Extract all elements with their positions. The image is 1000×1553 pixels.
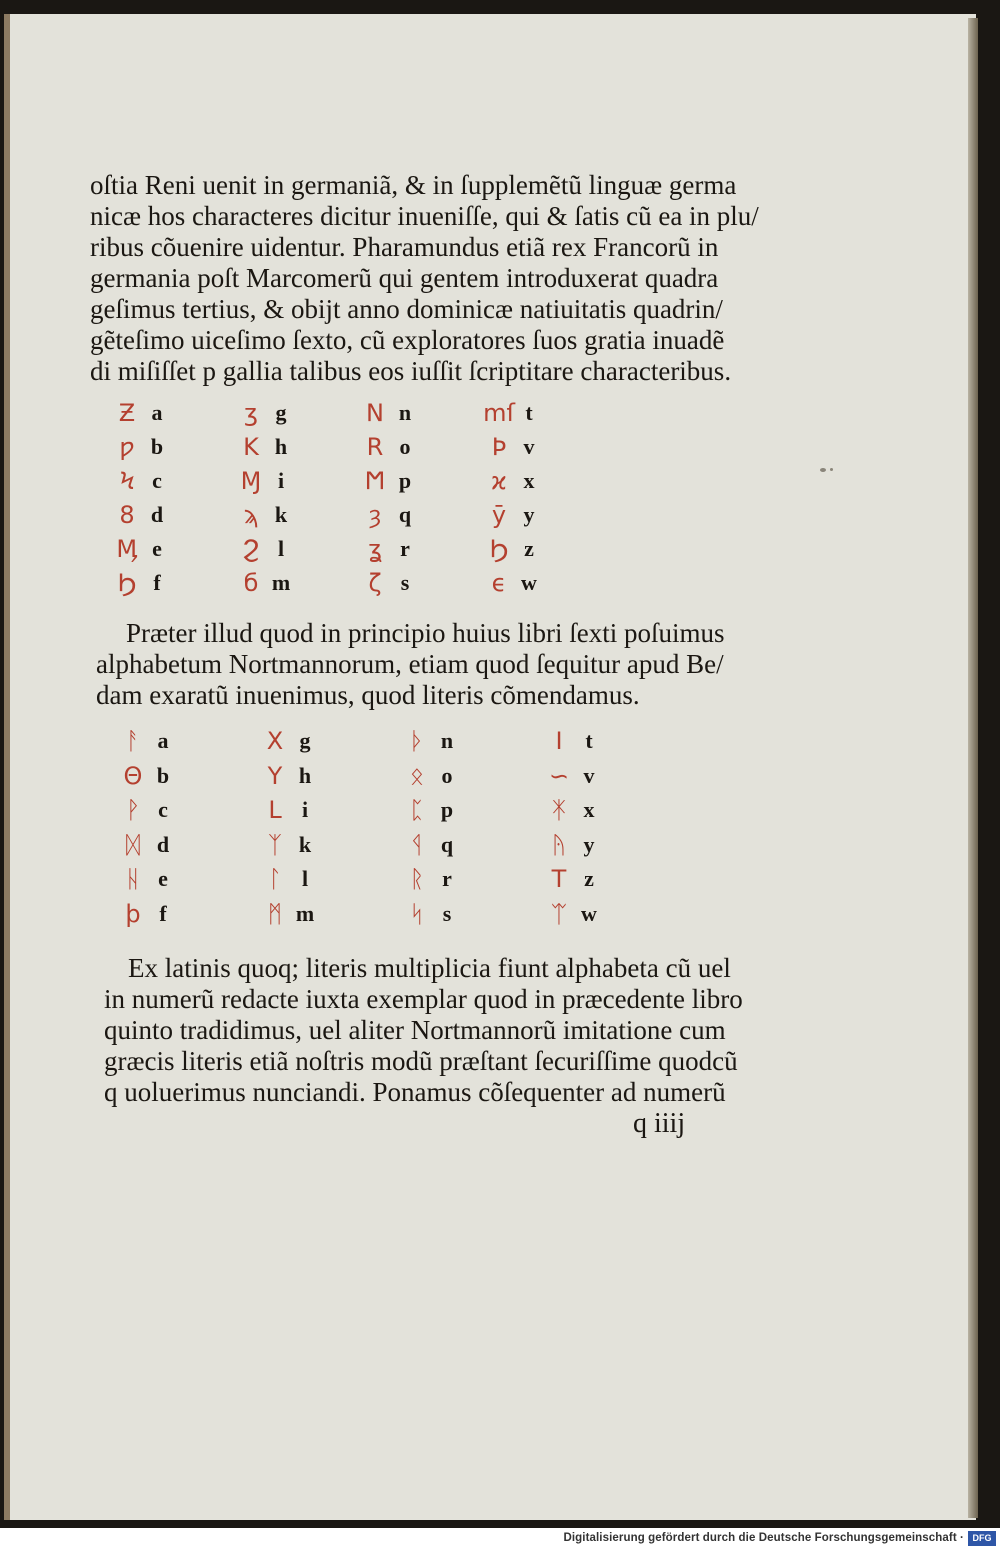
alphabet-pair [482,432,582,462]
rune-symbol: ϵ [491,569,507,597]
text-line: dam exaratũ inuenimus, quod literis cõmendamus. [96,680,640,710]
rune-symbol: I [555,727,563,755]
alphabet-pair [110,398,210,428]
latin-letter: x [583,797,595,822]
latin-letter: o [441,762,453,788]
latin-letter: k [298,831,312,857]
alphabet-pair [234,534,334,564]
rune-symbol: mſ [483,399,515,427]
rune-symbol: ᛈ [409,796,425,824]
latin-letter: v [583,762,595,788]
rune-symbol: ϰ [491,467,507,495]
rune-symbol: ᛡ [551,796,567,824]
rune-symbol: Y [267,761,283,790]
latin-letter: o [399,434,411,459]
rune-symbol: б [243,569,259,597]
rune-symbol: ᛚ [267,865,283,893]
alphabet-pair [358,534,458,564]
alphabet-pair [110,500,210,530]
alphabet-pair [116,726,216,756]
alphabet-pair [400,795,500,825]
rune-symbol: ζ [368,569,382,597]
latin-letter: e [152,536,162,561]
rune-symbol: ȝ [368,501,382,529]
latin-letter: f [159,900,167,926]
text-line: alphabetum Nortmannorum, etiam quod ſequitur apud Be/ [96,649,724,679]
latin-letter: t [525,400,533,425]
alphabet-pair [358,398,458,428]
latin-letter: l [301,866,309,891]
text-line: quinto tradidimus, uel aliter Nortmannorũ imitatione cum [104,1015,726,1045]
rune-symbol: ᛋ [409,899,425,928]
rune-symbol: Ν [366,399,384,427]
alphabet-pair [258,864,358,894]
text-line: geſimus tertius, & obijt anno dominicæ natiuitatis quadrin/ [90,294,723,324]
latin-letter: g [299,728,311,753]
latin-letter: c [152,468,162,493]
alphabet-pair [110,568,210,598]
paragraph-latin-alphabets [104,953,743,1108]
text-line: q uoluerimus nunciandi. Ponamus cõſequenter ad numerũ [104,1077,726,1107]
latin-letter: h [298,762,312,788]
latin-letter: p [440,797,454,822]
text-line: Ex latinis quoq; literis multiplicia fiunt alphabeta cũ uel [128,953,731,983]
rune-symbol: T [551,865,567,893]
alphabet-pair [358,432,458,462]
alphabet-pair [542,795,642,825]
alphabet-pair [400,899,500,929]
alphabet-pair [400,830,500,860]
alphabet-pair [110,432,210,462]
latin-letter: y [583,831,595,857]
latin-letter: q [398,502,412,527]
alphabet-pair [542,761,642,791]
latin-letter: v [523,434,535,459]
rune-symbol: X [266,727,284,755]
latin-letter: w [581,900,597,926]
rune-symbol: L [268,796,282,824]
latin-letter: f [153,570,161,595]
latin-letter: m [295,900,315,926]
rune-symbol: R [366,433,384,461]
rune-symbol: Ӎ [116,535,138,563]
dfg-logo: DFG [968,1531,996,1546]
latin-letter: z [524,536,534,561]
text-line: Præter illud quod in principio huius libri ſexti poſuimus [126,618,725,648]
text-line: di miſiſſet p gallia talibus eos iuſſit ſcriptitare characteribus. [90,356,732,386]
rune-symbol: ᚤ [551,830,567,859]
latin-letter: k [274,502,288,527]
rune-symbol: ᚺ [125,865,141,893]
alphabet-pair [258,795,358,825]
alphabet-pair [116,761,216,791]
latin-letter: m [271,570,291,595]
latin-letter: x [523,468,535,493]
text-line: nicæ hos characteres dicitur inueniſſe, qui & ſatis cũ ea in plu/ [90,201,759,231]
latin-letter: a [157,728,169,753]
latin-letter: n [398,400,412,425]
latin-letter: n [440,728,454,753]
latin-letter: d [156,831,170,857]
text-line: græcis literis etiã noſtris modũ præſtant ſecuriſſime quodcũ [104,1046,738,1076]
alphabet-pair [110,534,210,564]
latin-letter: i [301,797,309,822]
alphabet-pair [400,864,500,894]
latin-letter: d [150,502,164,527]
rune-symbol: Θ [123,761,143,790]
rune-symbol: Ϩ [242,535,260,563]
latin-letter: s [400,570,410,595]
rune-symbol: ᚦ [409,727,425,755]
latin-letter: w [521,570,537,595]
alphabet-pair [116,864,216,894]
alphabet-pair [542,830,642,860]
rune-symbol: Ɱ [240,467,262,495]
latin-letter: i [277,468,285,493]
rune-symbol: ᛗ [267,899,283,928]
alphabet-pair [358,466,458,496]
latin-letter: e [158,866,168,891]
rune-symbol: ӯ [491,501,507,529]
alphabet-pair [542,726,642,756]
latin-letter: y [523,502,535,527]
rune-symbol: Ƶ [118,399,136,427]
alphabet-pair [400,761,500,791]
latin-letter: r [442,866,452,891]
alphabet-pair [258,830,358,860]
rune-symbol: ᛟ [409,761,425,790]
alphabet-pair [110,466,210,496]
rune-symbol: Ϟ [119,467,135,495]
alphabet-pair [234,398,334,428]
latin-letter: c [158,797,168,822]
alphabet-pair [116,795,216,825]
page-edge [968,18,978,1518]
latin-letter: s [442,900,452,926]
rune-symbol: ᛠ [551,899,567,928]
latin-letter: a [151,400,163,425]
latin-letter: l [277,536,285,561]
latin-letter: b [150,434,164,459]
rune-symbol: ᚹ [125,796,141,824]
alphabet-pair [116,899,216,929]
rune-symbol: K [243,433,259,461]
page-signature: q iiij [633,1108,686,1139]
rune-symbol: Ϸ [491,433,507,461]
rune-symbol: ʓ [368,535,382,563]
alphabet-pair [234,500,334,530]
text-line: oſtia Reni uenit in germaniã, & in ſupplemẽtũ linguæ germa [90,170,737,200]
alphabet-pair [258,761,358,791]
alphabet-pair [400,726,500,756]
text-line: gẽteſimo uiceſimo ſexto, cũ exploratores ſuos gratia inuadẽ [90,325,725,355]
rune-symbol: 8 [119,501,135,529]
alphabet-pair [482,534,582,564]
alphabet-pair [482,568,582,598]
paper-speck [830,468,833,471]
rune-symbol: ᚨ [125,727,141,755]
rune-symbol: Ϧ [489,535,509,563]
rune-symbol: Ϻ [364,467,386,495]
rune-symbol: ᛉ [267,830,283,859]
latin-letter: h [274,434,288,459]
alphabet-pair [358,568,458,598]
rune-symbol: ƿ [119,433,135,461]
latin-letter: t [585,728,593,753]
rune-symbol: ᛞ [125,830,141,859]
text-line: in numerũ redacte iuxta exemplar quod in præcedente libro [104,984,743,1014]
rune-symbol: ϸ [125,899,141,928]
latin-letter: q [440,831,454,857]
rune-symbol: ʒ [244,399,258,427]
alphabet-pair [258,726,358,756]
rune-symbol: ᛩ [409,830,425,859]
alphabet-pair [234,466,334,496]
alphabet-pair [542,864,642,894]
digitization-credit: Digitalisierung gefördert durch die Deutsche Forschungsgemeinschaft · [563,1532,964,1544]
latin-letter: b [156,762,170,788]
alphabet-pair [482,466,582,496]
text-line: germania poſt Marcomerũ qui gentem introduxerat quadra [90,263,719,293]
alphabet-pair [234,432,334,462]
rune-symbol: ᚱ [409,865,425,893]
latin-letter: r [400,536,410,561]
latin-letter: g [275,400,287,425]
latin-letter: z [584,866,594,891]
text-line: ribus cõuenire uidentur. Pharamundus etiã rex Francorũ in [90,232,719,262]
latin-letter: p [398,468,412,493]
alphabet-pair [482,500,582,530]
paper-speck [820,468,826,472]
alphabet-pair [482,398,582,428]
alphabet-pair [542,899,642,929]
rune-symbol: ϡ [243,501,259,529]
alphabet-pair [116,830,216,860]
paragraph-bede-intro [96,618,724,711]
rune-symbol: ∽ [548,761,570,790]
rune-symbol: Ϧ [117,569,137,597]
alphabet-pair [358,500,458,530]
alphabet-pair [234,568,334,598]
paragraph-frankish-intro [90,170,759,387]
alphabet-pair [258,899,358,929]
